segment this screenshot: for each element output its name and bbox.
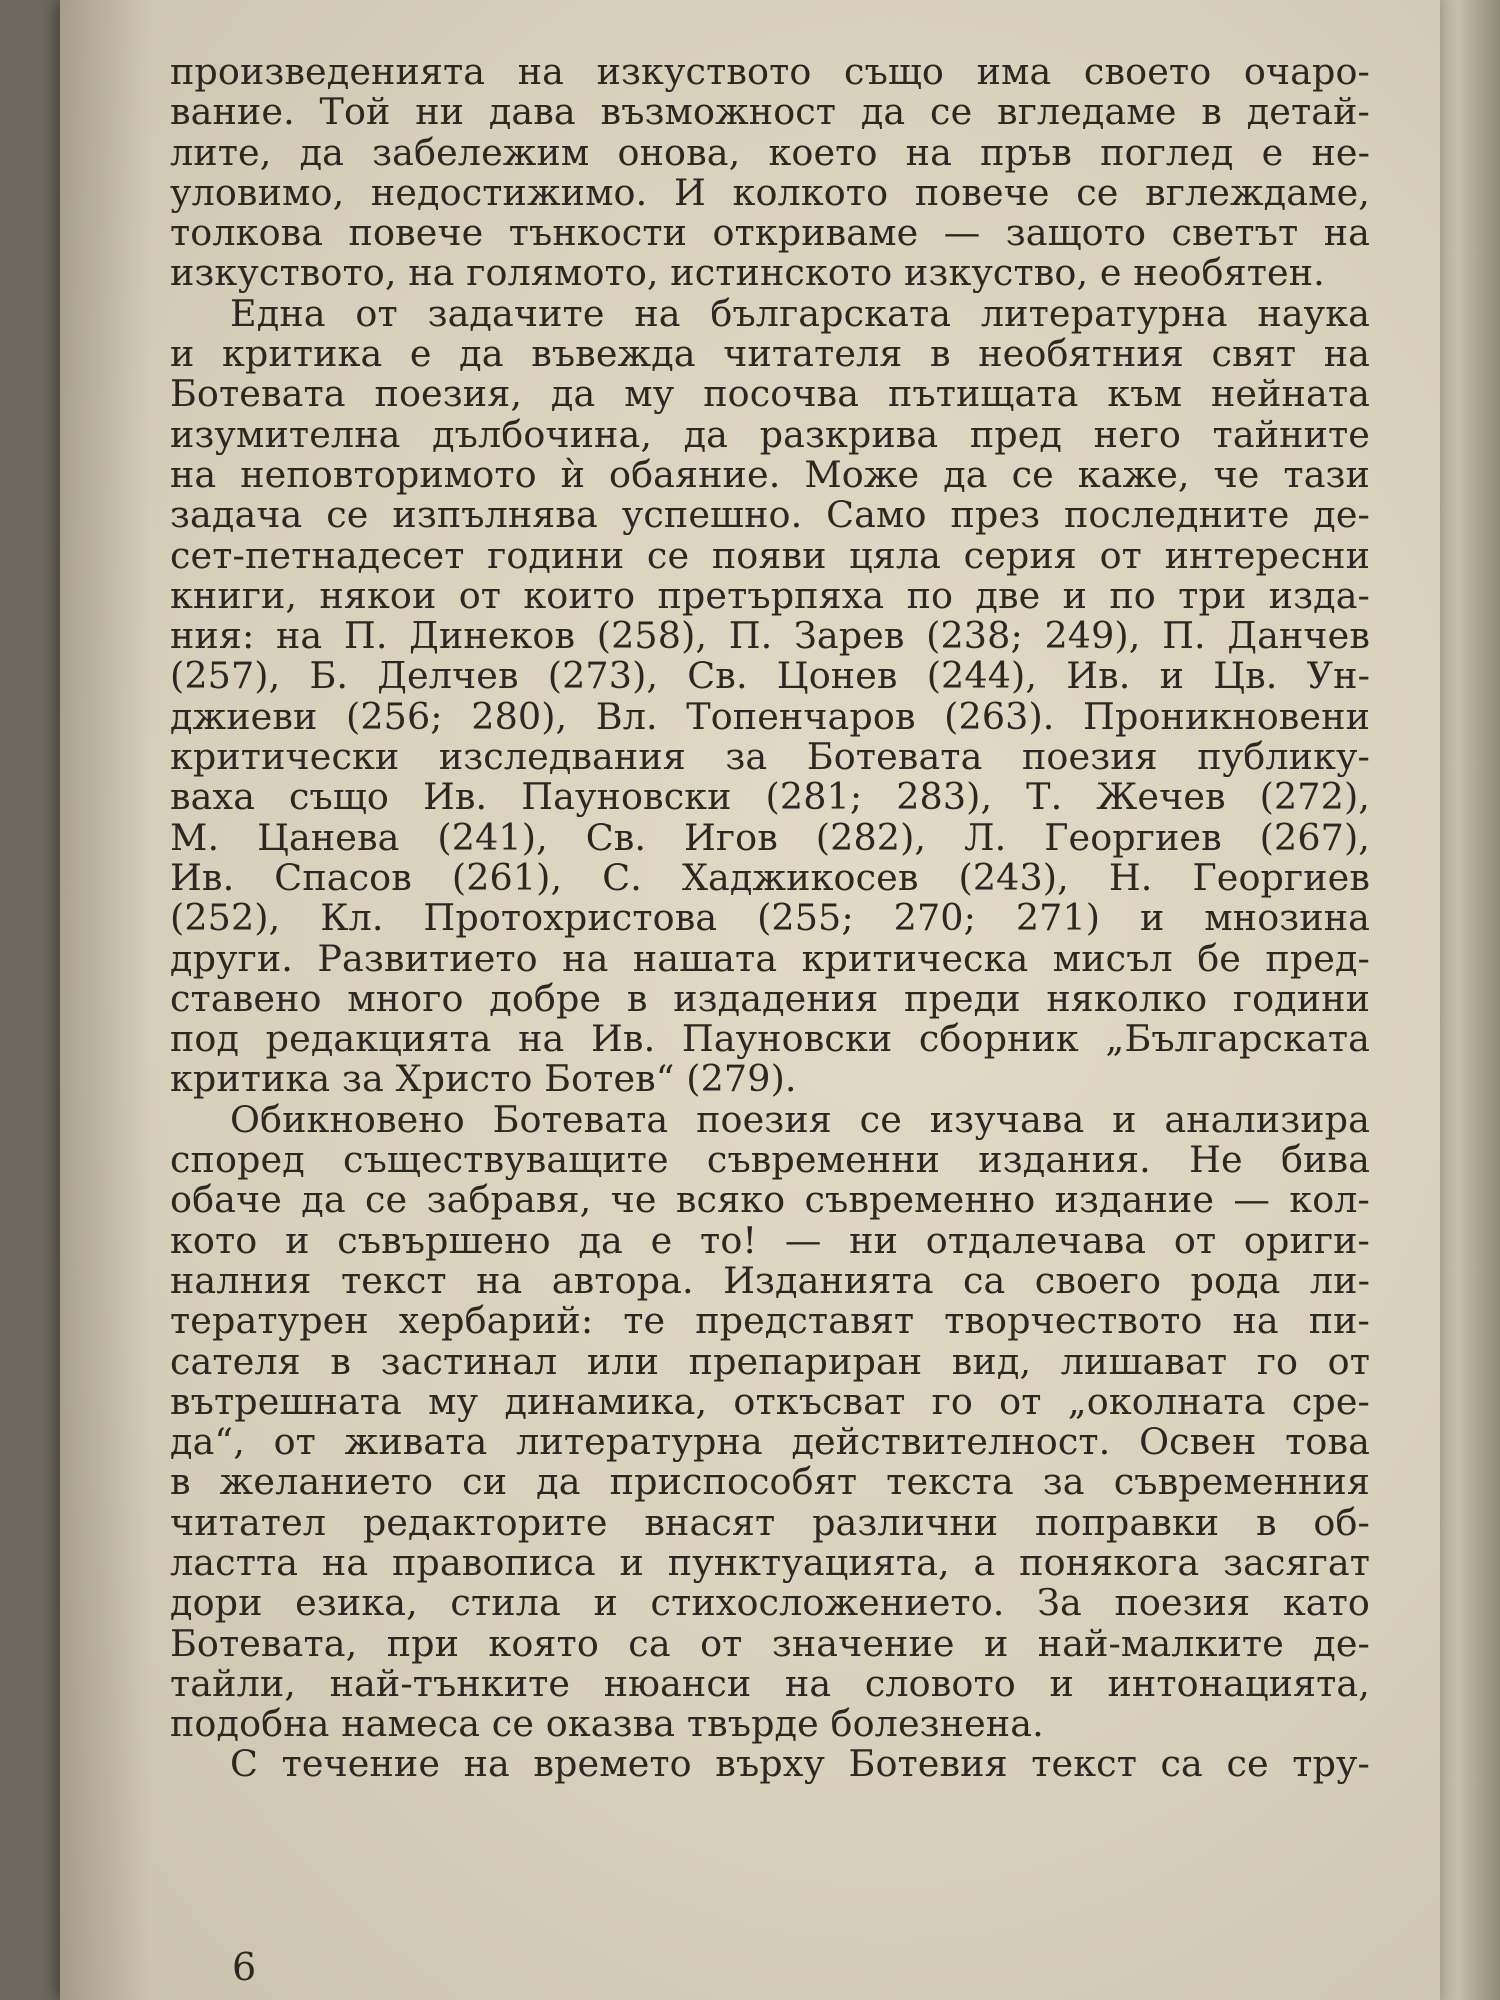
text-line: задача се изпълнява успешно. Само през последните де- (170, 493, 1370, 537)
text-line: под редакцията на Ив. Пауновски сборник „Българската (170, 1017, 1370, 1061)
text-line: Ботевата, при която са от значение и най-малките де- (170, 1621, 1370, 1665)
text-line: Ив. Спасов (261), С. Хаджикосев (243), Н. Георгиев (170, 855, 1370, 899)
text-line: критика за Христо Ботев“ (279). (170, 1057, 797, 1101)
text-line: дори езика, стила и стихосложението. За поезия като (170, 1581, 1370, 1625)
text-line: и критика е да въвежда читателя в необятния свят на (170, 332, 1370, 376)
text-line: книги, някои от които претърпяха по две и по три изда- (170, 573, 1370, 617)
text-line: читател редакторите внасят различни поправки в об- (170, 1500, 1370, 1544)
text-line: Една от задачите на българската литературна наука (230, 291, 1370, 335)
text-line: вание. Той ни дава възможност да се вгледаме в детай- (170, 90, 1370, 134)
body-text (170, 52, 1370, 1785)
text-line: подобна намеса се оказва твърде болезнена. (170, 1702, 1044, 1746)
text-line: кото и съвършено да е то! — ни отдалечава от ориги- (170, 1218, 1370, 1262)
page-gutter-shadow (60, 0, 150, 2000)
text-line: сателя в застинал или препариран вид, лишават го от (170, 1339, 1370, 1383)
text-line: други. Развитието на нашата критическа мисъл бе пред- (170, 936, 1370, 980)
background-right-edge (1430, 0, 1500, 2000)
text-line: изумителна дълбочина, да разкрива пред него тайните (170, 412, 1370, 456)
text-line: да“, от живата литературна действителност. Освен това (170, 1420, 1370, 1464)
text-line: Обикновено Ботевата поезия се изучава и анализира (230, 1097, 1370, 1141)
text-line: произведенията на изкуството също има своето очаро- (170, 50, 1370, 93)
text-line: ния: на П. Динеков (258), П. Зарев (238; 249), П. Данчев (170, 614, 1370, 658)
text-line: обаче да се забравя, че всяко съвременно издание — кол- (170, 1178, 1370, 1222)
text-line: С течение на времето върху Ботевия текст са се тру- (230, 1742, 1370, 1786)
text-line: ластта на правописа и пунктуацията, а понякога засягат (170, 1540, 1370, 1584)
text-line: тературен хербарий: те представят творчеството на пи- (170, 1299, 1370, 1343)
page-number: 6 (232, 1945, 257, 1989)
text-line: джиеви (256; 280), Вл. Топенчаров (263). Проникновени (170, 694, 1370, 738)
text-line: лите, да забележим онова, което на пръв поглед е не- (170, 130, 1370, 174)
text-line: толкова повече тънкости откриваме — защото светът на (170, 211, 1370, 255)
text-line: Ботевата поезия, да му посочва пътищата към нейната (170, 372, 1370, 416)
text-line: (252), Кл. Протохристова (255; 270; 271) и мнозина (170, 896, 1370, 940)
text-line: ставено много добре в издадения преди няколко години (170, 976, 1370, 1020)
text-line: уловимо, недостижимо. И колкото повече се вглеждаме, (170, 170, 1370, 214)
text-line: в желанието си да приспособят текста за съвременния (170, 1460, 1370, 1504)
text-line: сет-петнадесет години се появи цяла серия от интересни (170, 533, 1370, 577)
text-line: налния текст на автора. Изданията са своего рода ли- (170, 1258, 1370, 1302)
text-line: критически изследвания за Ботевата поезия публику- (170, 735, 1370, 779)
text-line: вътрешната му динамика, откъсват го от „околната сре- (170, 1379, 1370, 1423)
text-line: М. Цанева (241), Св. Игов (282), Л. Георгиев (267), (170, 815, 1370, 859)
text-line: ваха също Ив. Пауновски (281; 283), Т. Жечев (272), (170, 775, 1370, 819)
text-line: тайли, най-тънките нюанси на словото и интонацията, (170, 1661, 1370, 1705)
text-line: на неповторимото ѝ обаяние. Може да се каже, че тази (170, 452, 1370, 496)
text-line: според съществуващите съвременни издания. Не бива (170, 1138, 1370, 1182)
text-line: изкуството, на голямото, истинското изкуство, е необятен. (170, 251, 1325, 295)
text-line: (257), Б. Делчев (273), Св. Цонев (244), Ив. и Цв. Ун- (170, 654, 1370, 698)
